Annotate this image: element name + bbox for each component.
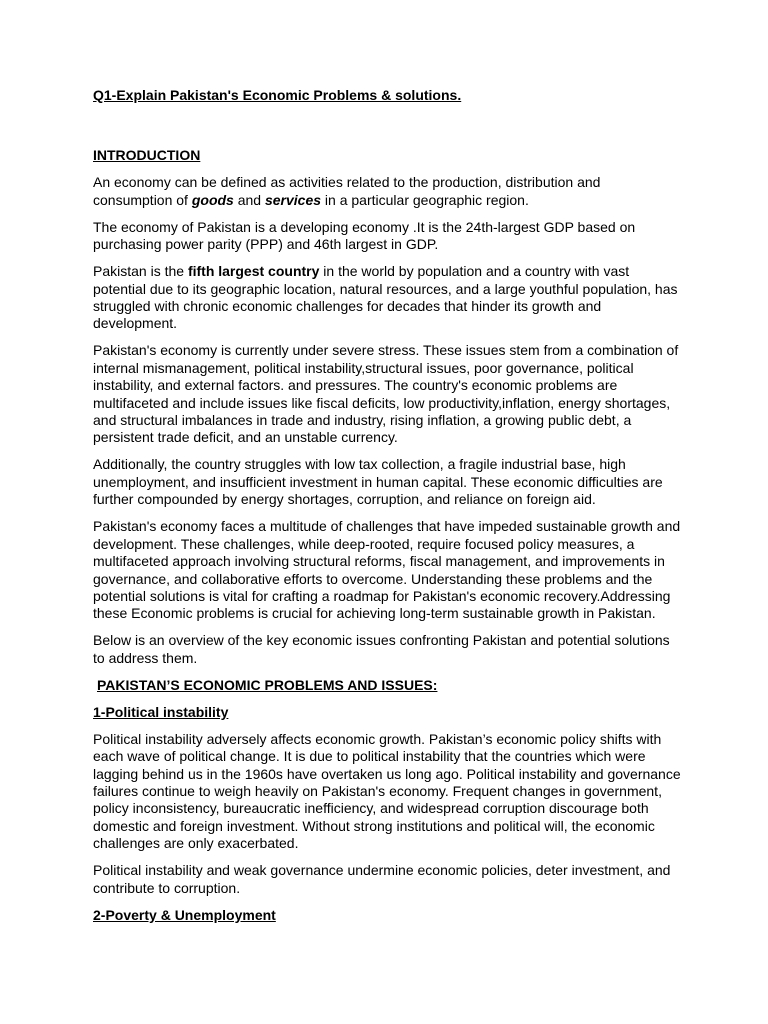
paragraph-overview: Below is an overview of the key economic issues confronting Pakistan and potential solutions to address them. xyxy=(93,632,670,666)
emphasis-fifth-largest: fifth largest country xyxy=(187,263,320,280)
text-run: and xyxy=(233,191,265,208)
paragraph-political-instability: Political instability adversely affects economic growth. Pakistan’s economic policy shifts with each wave of political change. It is due to political instability that the countries which were lagging behind us in the 1960s have overtaken us long ago. Political instability and governance failures continue to weigh heavily on Pakistan's economy. Frequent changes in government, policy inconsistency, bureaucratic inefficiency, and widespread corruption discourage both domestic and foreign investment. Without strong institutions and political will, the economic challenges are only exacerbated. xyxy=(93,730,681,852)
paragraph-economy-definition xyxy=(93,174,683,209)
document-body xyxy=(93,87,683,934)
paragraph-gdp: The economy of Pakistan is a developing economy .It is the 24th-largest GDP based on purchasing power parity (PPP) and 46th largest in GDP. xyxy=(93,218,636,253)
emphasis-services: services xyxy=(264,191,322,208)
emphasis-goods: goods xyxy=(191,191,234,208)
text-run: in a particular geographic region. xyxy=(321,191,529,208)
text-run: Pakistan is the xyxy=(93,263,188,280)
text-run: in the world by population and a country with vast potential due to its geographic location, natural resources, and a large youthful population, has struggled with chronic economic challenges for decades that hinder its growth and development. xyxy=(93,263,678,332)
paragraph-governance: Political instability and weak governance undermine economic policies, deter investment, and contribute to corruption. xyxy=(93,862,671,896)
text-run: An economy can be defined as activities related to the production, distribution and consumption of xyxy=(93,174,601,208)
document-title: Q1-Explain Pakistan's Economic Problems & solutions. xyxy=(93,87,462,103)
paragraph-additionally: Additionally, the country struggles with low tax collection, a fragile industrial base, high unemployment, and insufficient investment in human capital. These economic difficulties are further compounded by energy shortages, corruption, and reliance on foreign aid. xyxy=(93,456,663,508)
paragraph-stress: Pakistan's economy is currently under severe stress. These issues stem from a combination of internal mismanagement, political instability,structural issues, poor governance, political instability, and external factors. and pressures. The country's economic problems are multifaceted and include issues like fiscal deficits, low productivity,inflation, energy shortages, and structural imbalances in trade and industry, rising inflation, a growing public debt, a persistent trade deficit, and an unstable currency. xyxy=(93,342,679,446)
section-heading-poverty-unemployment: 2-Poverty & Unemployment xyxy=(93,906,276,923)
section-heading-political-instability: 1-Political instability xyxy=(93,703,229,720)
paragraph-challenges: Pakistan's economy faces a multitude of challenges that have impeded sustainable growth and development. These challenges, while deep-rooted, require focused policy measures, a multifaceted approach involving structural reforms, fiscal management, and improvements in governance, and collaborative efforts to overcome. Understanding these problems and the potential solutions is vital for crafting a roadmap for Pakistan's economic recovery.Addressing these Economic problems is crucial for achieving long-term sustainable growth in Pakistan. xyxy=(93,518,681,622)
problems-heading: PAKISTAN’S ECONOMIC PROBLEMS AND ISSUES: xyxy=(97,676,438,693)
introduction-heading: INTRODUCTION xyxy=(93,147,201,164)
paragraph-population xyxy=(93,263,683,333)
